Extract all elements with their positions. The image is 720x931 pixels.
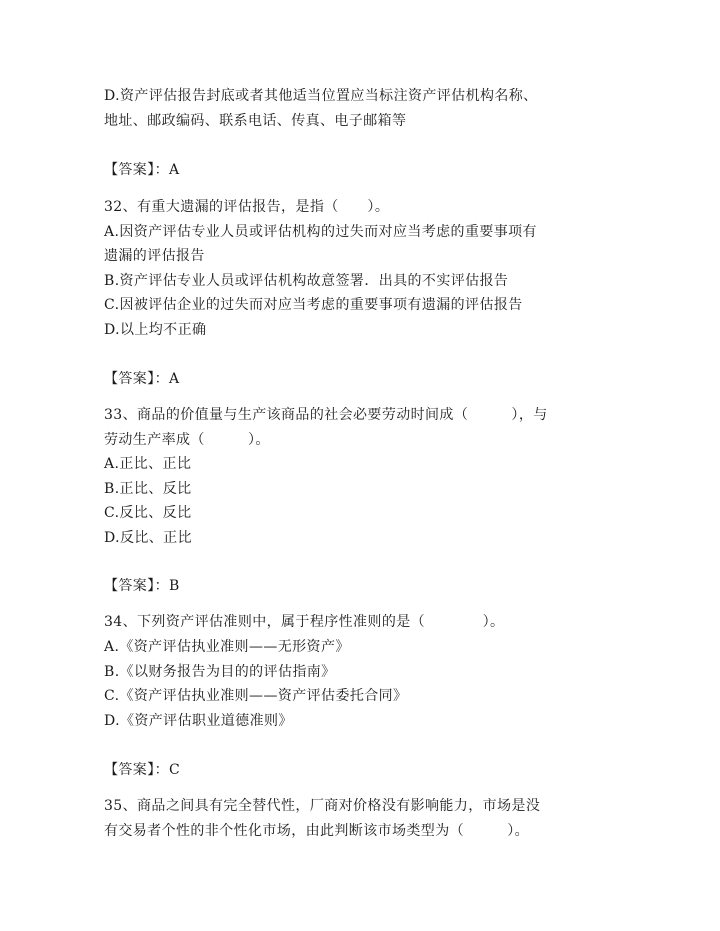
q33-option-d: D.反比、正比 [104, 530, 192, 546]
q33-option-c: C.反比、反比 [104, 505, 192, 521]
q32-answer: 【答案】：A [104, 371, 180, 387]
q34-stem: 34、下列资产评估准则中，属于程序性准则的是（ ）。 [104, 614, 505, 630]
q35-stem-line1: 35、商品之间具有完全替代性，厂商对价格没有影响能力，市场是没 [104, 798, 541, 814]
q32-option-d: D.以上均不正确 [104, 322, 207, 338]
q34-option-a: A.《资产评估执业准则——无形资产》 [104, 639, 350, 655]
q32-option-c: C.因被评估企业的过失而对应当考虑的重要事项有遗漏的评估报告 [104, 297, 523, 313]
q32-option-a-line1: A.因资产评估专业人员或评估机构的过失而对应当考虑的重要事项有 [104, 224, 537, 240]
q32-stem: 32、有重大遗漏的评估报告，是指（ ）。 [104, 199, 390, 215]
q35-stem-line2: 有交易者个性的非个性化市场，由此判断该市场类型为（ ）。 [104, 823, 529, 839]
q31-option-d-line1: D.资产评估报告封底或者其他适当位置应当标注资产评估机构名称、 [104, 88, 538, 104]
q33-option-b: B.正比、反比 [104, 481, 192, 497]
q34-option-d: D.《资产评估职业道德准则》 [104, 713, 293, 729]
q34-option-c: C.《资产评估执业准则——资产评估委托合同》 [104, 688, 408, 704]
q32-option-a-line2: 遗漏的评估报告 [104, 248, 205, 264]
q31-answer: 【答案】：A [104, 162, 180, 178]
q32-option-b: B.资产评估专业人员或评估机构故意签署．出具的不实评估报告 [104, 273, 509, 289]
q31-option-d-line2: 地址、邮政编码、联系电话、传真、电子邮箱等 [104, 113, 407, 129]
q34-answer: 【答案】：C [104, 762, 181, 778]
q33-answer: 【答案】：B [104, 578, 180, 594]
q33-option-a: A.正比、正比 [104, 456, 192, 472]
q33-stem-line1: 33、商品的价值量与生产该商品的社会必要劳动时间成（ ），与 [104, 407, 548, 423]
q34-option-b: B.《以财务报告为目的的评估指南》 [104, 664, 336, 680]
q33-stem-line2: 劳动生产率成（ ）。 [104, 432, 270, 448]
